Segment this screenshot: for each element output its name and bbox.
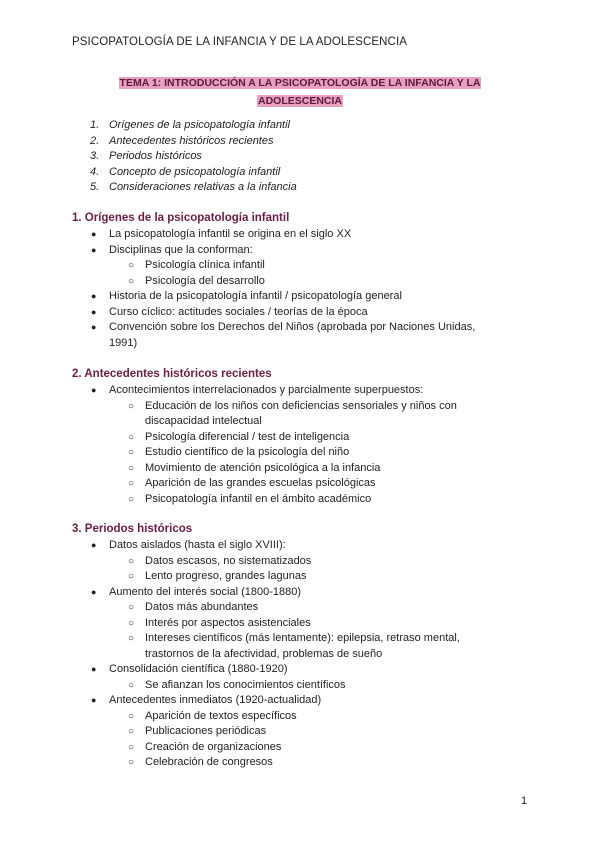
toc-item	[90, 118, 297, 134]
toc-item	[90, 149, 297, 165]
bullet-item	[72, 662, 532, 678]
bullet-dot-icon: ●	[91, 695, 97, 705]
sub-bullet-item	[72, 724, 532, 740]
toc-number: 1.	[90, 119, 100, 131]
bullet-text: Datos más abundantes	[145, 601, 259, 613]
bullet-dot-icon: ●	[91, 540, 97, 550]
sub-bullet-item	[72, 678, 532, 694]
toc-text: Orígenes de la psicopatología infantil	[109, 119, 291, 131]
bullet-text: Psicología del desarrollo	[145, 274, 265, 287]
bullet-circle-icon: ○	[128, 275, 135, 287]
bullet-circle-icon: ○	[128, 741, 135, 753]
toc-text: Consideraciones relativas a la infancia	[109, 181, 297, 193]
bullet-dot-icon: ●	[91, 586, 97, 597]
bullet-circle-icon: ○	[128, 478, 135, 489]
bullet-item	[72, 320, 532, 351]
bullet-circle-icon: ○	[128, 679, 135, 691]
section-title: 2. Antecedentes históricos recientes	[72, 368, 272, 380]
bullet-text: Aparición de textos específicos	[145, 709, 297, 722]
bullet-text: Aparición de las grandes escuelas psicológicas	[145, 477, 376, 489]
bullet-text: Disciplinas que la conforman:	[109, 243, 253, 256]
bullet-text: Convención sobre los Derechos del Niños (aprobada por Naciones Unidas,	[109, 321, 476, 333]
sub-bullet-item	[72, 258, 532, 274]
bullet-dot-icon: ●	[91, 229, 97, 239]
document-title	[72, 73, 528, 109]
bullet-text: Datos escasos, no sistematizados	[145, 554, 312, 567]
sub-bullet-item	[72, 631, 532, 662]
sub-bullet-item	[72, 554, 532, 570]
bullet-circle-icon: ○	[128, 260, 135, 271]
bullet-text: Educación de los niños con deficiencias sensoriales y niños con	[145, 399, 457, 412]
page-header: PSICOPATOLOGÍA DE LA INFANCIA Y DE LA ADOLESCENCIA	[72, 36, 408, 48]
sub-bullet-item	[72, 740, 532, 756]
bullet-text: Historia de la psicopatología infantil / psicopatología general	[109, 290, 402, 302]
bullet-item	[72, 585, 532, 601]
bullet-item	[72, 693, 532, 709]
bullet-text: Se afianzan los conocimientos científicos	[145, 678, 346, 691]
bullet-circle-icon: ○	[128, 571, 135, 582]
bullet-dot-icon: ●	[91, 306, 97, 317]
bullet-circle-icon: ○	[128, 726, 135, 737]
bullet-circle-icon: ○	[128, 617, 135, 629]
bullet-dot-icon: ●	[91, 291, 97, 301]
bullet-text: Movimiento de atención psicológica a la infancia	[145, 461, 381, 474]
bullet-text: Aumento del interés social (1800-1880)	[109, 585, 302, 598]
toc-number: 5.	[90, 181, 100, 193]
section-origenes	[72, 210, 532, 351]
sub-bullet-item	[72, 755, 532, 771]
page-number: 1	[521, 795, 528, 807]
bullet-text-continued: 1991)	[109, 336, 138, 349]
bullet-text: Estudio científico de la psicología del niño	[145, 446, 350, 458]
toc-text: Antecedentes históricos recientes	[109, 134, 274, 147]
bullet-text: Publicaciones periódicas	[145, 725, 267, 737]
bullet-item	[72, 243, 532, 259]
sub-bullet-item	[72, 445, 532, 461]
toc-number: 4.	[90, 165, 100, 178]
toc-item	[90, 180, 297, 196]
sub-bullet-item	[72, 430, 532, 446]
bullet-circle-icon: ○	[128, 400, 135, 412]
bullet-text: Creación de organizaciones	[145, 740, 282, 753]
bullet-text-continued: trastornos de la afectividad, problemas de sueño	[145, 647, 383, 660]
bullet-text: Curso cíclico: actitudes sociales / teorías de la época	[109, 305, 368, 318]
bullet-text: Antecedentes inmediatos (1920-actualidad)	[109, 694, 322, 706]
sub-bullet-item	[72, 616, 532, 632]
bullet-item	[72, 538, 532, 554]
sub-bullet-item	[72, 492, 532, 508]
bullet-text: Psicología diferencial / test de inteligencia	[145, 430, 350, 443]
toc-number: 2.	[90, 134, 100, 147]
bullet-dot-icon: ●	[91, 244, 97, 255]
bullet-text: Interés por aspectos asistenciales	[145, 616, 311, 629]
bullet-item	[72, 305, 532, 321]
toc-text: Concepto de psicopatología infantil	[109, 165, 281, 178]
bullet-item	[72, 289, 532, 305]
bullet-circle-icon: ○	[128, 447, 135, 458]
bullet-circle-icon: ○	[128, 462, 135, 474]
toc-text: Periodos históricos	[109, 150, 202, 162]
bullet-item	[72, 227, 532, 243]
sub-bullet-item	[72, 569, 532, 585]
bullet-text: Psicología clínica infantil	[145, 259, 265, 271]
bullet-circle-icon: ○	[128, 710, 135, 722]
bullet-text-continued: discapacidad intelectual	[145, 415, 262, 427]
sub-bullet-item	[72, 461, 532, 477]
section-periodos	[72, 521, 532, 771]
section-title: 3. Periodos históricos	[72, 523, 193, 535]
sub-bullet-item	[72, 600, 532, 616]
bullet-circle-icon: ○	[128, 493, 135, 505]
toc-item	[90, 134, 297, 150]
bullet-dot-icon: ●	[91, 385, 97, 395]
bullet-dot-icon: ●	[91, 664, 97, 674]
bullet-text: Consolidación científica (1880-1920)	[109, 663, 288, 675]
bullet-text: Acontecimientos interrelacionados y parcialmente superpuestos:	[109, 384, 424, 396]
toc-item	[90, 165, 297, 181]
bullet-text: Celebración de congresos	[145, 756, 273, 768]
title-line-2: ADOLESCENCIA	[257, 95, 342, 107]
bullet-circle-icon: ○	[128, 633, 135, 644]
sub-bullet-item	[72, 274, 532, 290]
bullet-circle-icon: ○	[128, 555, 135, 567]
bullet-text: Intereses científicos (más lentamente): epilepsia, retraso mental,	[145, 632, 460, 644]
bullet-text: Datos aislados (hasta el siglo XVIII):	[109, 539, 286, 551]
sub-bullet-item	[72, 476, 532, 492]
toc-number: 3.	[90, 150, 100, 162]
bullet-text: Psicopatología infantil en el ámbito académico	[145, 492, 372, 505]
section-antecedentes	[72, 366, 532, 507]
bullet-dot-icon: ●	[91, 322, 97, 332]
bullet-circle-icon: ○	[128, 431, 135, 443]
bullet-text: La psicopatología infantil se origina en el siglo XX	[109, 228, 352, 240]
bullet-text: Lento progreso, grandes lagunas	[145, 570, 307, 582]
sub-bullet-item	[72, 399, 532, 430]
title-line-1: TEMA 1: INTRODUCCIÓN A LA PSICOPATOLOGÍA DE LA INFANCIA Y LA	[119, 77, 481, 89]
bullet-circle-icon: ○	[128, 757, 135, 768]
table-of-contents	[90, 118, 297, 196]
sub-bullet-item	[72, 709, 532, 725]
section-title: 1. Orígenes de la psicopatología infantil	[72, 212, 290, 224]
bullet-circle-icon: ○	[128, 602, 135, 613]
bullet-item	[72, 383, 532, 399]
